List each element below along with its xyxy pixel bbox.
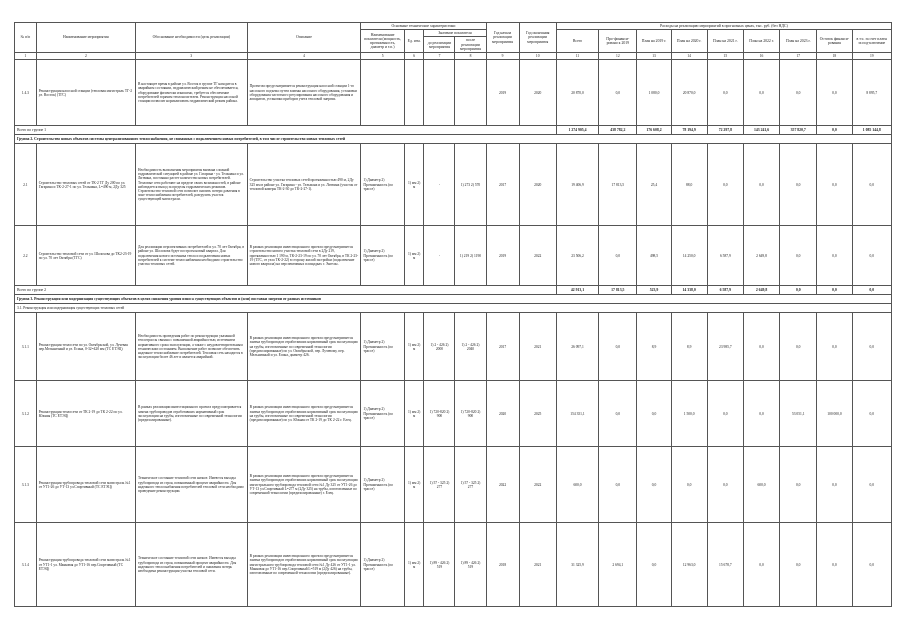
- row-tech: [361, 60, 404, 126]
- row-year-end: 2021: [519, 523, 556, 607]
- hdr-plan-2019: План на 2019 г.: [637, 30, 671, 53]
- hdr-remainder: Остаток финанси-рования: [817, 30, 852, 53]
- hdr-tech-name: Наименование показателя (мощность, протяженность, диаметр и т.п.): [361, 30, 404, 53]
- row-name: Реконструкция трубопровода тепловой сети магистраль №1 от УТ1-1 ул. Маяковая до УТ1-16 пер.Спортивный (ТС ЕТЭЦ): [36, 523, 135, 607]
- row-prefin: 0,0: [599, 447, 637, 523]
- total-prefin: 17 813,5: [599, 286, 637, 295]
- subgroup-heading: 3.1. Реконструкция или модернизация существующих тепловых сетей: [15, 304, 892, 313]
- row-before: [424, 60, 455, 126]
- row-justification: Техническое состояние тепловой сети низкое. Имеются выходы трубопровода из строя, повышенный процент аварийности. Для надежного теплоснабжения потребителей и снижения потерь необходима реконструкция участка тепловой сети.: [135, 523, 247, 607]
- row-total: 23 506,2: [556, 226, 598, 286]
- row-plan-2023: 0,0: [780, 447, 817, 523]
- table-row: [15, 381, 892, 447]
- row-total: 26 097,1: [556, 313, 598, 381]
- row-fee: 0,0: [852, 447, 892, 523]
- row-plan-2022: 2 649,8: [743, 226, 779, 286]
- group-heading-row: [15, 135, 892, 144]
- total-sum: 1 274 905,4: [556, 126, 598, 135]
- col-number: 17: [780, 53, 817, 60]
- row-plan-2021: 23 985,7: [707, 313, 743, 381]
- row-year-end: 2020: [519, 144, 556, 226]
- row-plan-2023: 0,0: [780, 144, 817, 226]
- row-plan-2023: 0,0: [780, 523, 817, 607]
- table-row: [15, 447, 892, 523]
- row-remainder: 0,0: [817, 523, 852, 607]
- row-description: В рамках реализации инвестиционного проекта предусматривается замена трубопроводов отработавших нормативный срок эксплуатации на трубы, изготовленные по современной технологии (предизолированные) по ул. Октябрьской, пер. Лучевому, пер. Мельничный и ул. Есина, диаметр 426.: [247, 313, 361, 381]
- row-tech: 1) Диаметр 2) Протяженность (по трассе): [361, 313, 404, 381]
- row-plan-2019: 1 080,0: [637, 60, 671, 126]
- total-plan-2019: 523,9: [637, 286, 671, 295]
- hdr-total: Всего: [556, 30, 598, 53]
- row-year-end: 2022: [519, 447, 556, 523]
- row-year-start: 2020: [486, 381, 519, 447]
- row-fee: 0,0: [852, 523, 892, 607]
- row-num: 1.4.3: [15, 60, 37, 126]
- row-tech: 1) Диаметр 2) Протяженность (по трассе): [361, 381, 404, 447]
- row-before: 1) 720-820 2) 900: [424, 381, 455, 447]
- subgroup-heading-row: [15, 304, 892, 313]
- col-number: 10: [519, 53, 556, 60]
- row-num: 3.1.3: [15, 447, 37, 523]
- hdr-year-end: Год окончания реализации мероприятия: [519, 23, 556, 53]
- col-number: 3: [135, 53, 247, 60]
- row-plan-2022: 600,0: [743, 447, 779, 523]
- row-year-end: 2025: [519, 381, 556, 447]
- table-row: [15, 144, 892, 226]
- hdr-justification: Обоснование необходимости (цель реализации): [135, 23, 247, 53]
- row-justification: В настоящее время в районе ул. Восток в группе ТГ находится в аварийном состоянии, гидравлический режим не обеспечивается, оборудование физически изношено, требуется обеспечение потребителей горячим теплоносителем. Реконструкция насосной станции позволит нормализовать гидравлический режим района.: [135, 60, 247, 126]
- row-total: 600,0: [556, 447, 598, 523]
- total-plan-2021: 6 587,9: [707, 286, 743, 295]
- row-unit: 1) мм 2) м: [404, 226, 424, 286]
- row-description: Проектом предусматривается реконструкция насосной станции 1-го насосного подъема путем замены насосного оборудования, установки оборудования частотного регулирования насосного оборудования и аппаратов, установки приборов учета тепловой энергии.: [247, 60, 361, 126]
- row-justification: Для реализации перспективных потребителей и ул. 70 лет Октября, в районе ул. Шолохова будет построен новый квартал. Для подключения нового источника тепла и подключения новых потребителей к системе теплоснабжения необходимо строительство участка тепловых сетей.: [135, 226, 247, 286]
- row-plan-2023: 0,0: [780, 313, 817, 381]
- row-year-start: 2022: [486, 447, 519, 523]
- row-remainder: 0,0: [817, 144, 852, 226]
- row-remainder: 0,0: [817, 60, 852, 126]
- row-fee: 0,0: [852, 313, 892, 381]
- total-remainder: 0,0: [817, 286, 852, 295]
- row-prefin: 0,0: [599, 313, 637, 381]
- row-justification: В рамках реализации инвестиционного проекта предусматривается замена трубопроводов отработавших нормативный срок эксплуатации на трубы, изготовленные по современной технологии (предизолированные).: [135, 381, 247, 447]
- row-before: 1) 57 - 325 2) 277: [424, 447, 455, 523]
- hdr-unit: Ед. изм.: [404, 30, 424, 53]
- col-number: 5: [361, 53, 404, 60]
- hdr-description: Описание: [247, 23, 361, 53]
- total-plan-2020: 78 194,9: [671, 126, 707, 135]
- col-number: 7: [424, 53, 455, 60]
- row-num: 3.1.2: [15, 381, 37, 447]
- row-plan-2021: 6 587,9: [707, 226, 743, 286]
- group-heading: Группа 2. Строительство новых объектов системы централизованного теплоснабжения, не связанных с подключением новых потребителей, в том числе строительство новых тепловых сетей: [15, 135, 892, 144]
- hdr-year-start: Год начала реализации мероприятия: [486, 23, 519, 53]
- hdr-plan-2021: План на 2021 г.: [707, 30, 743, 53]
- row-unit: 1) мм 2) м: [404, 447, 424, 523]
- row-plan-2020: 1 500,0: [671, 381, 707, 447]
- investment-table: [14, 22, 892, 607]
- row-year-start: 2017: [486, 144, 519, 226]
- hdr-plan-2022: План на 2022 г.: [743, 30, 779, 53]
- row-plan-2019: 0,0: [637, 381, 671, 447]
- row-unit: 1) мм 2) м: [404, 144, 424, 226]
- row-name: Реконструкция трубопровода тепловой сети магистраль №1 от УТ1-26 до УТ-13 ул.Спортивный (ТС ЕТЭЦ): [36, 447, 135, 523]
- hdr-name: Наименование мероприятия: [36, 23, 135, 53]
- col-number: 6: [404, 53, 424, 60]
- col-number: 13: [637, 53, 671, 60]
- row-after: 1) 720-820 2) 900: [455, 381, 486, 447]
- total-plan-2023: 357 820,7: [780, 126, 817, 135]
- row-tech: 1) Диаметр 2) Протяженность (по трассе): [361, 226, 404, 286]
- group-heading-row: [15, 295, 892, 304]
- row-before: -: [424, 226, 455, 286]
- row-name: Строительство тепловых сетей от ТК-2 ТГ Ду 200 по ул. Гагарина и ТК-2-27-1 по ул. Тельмана, L=490 м, 2Ду 325: [36, 144, 135, 226]
- col-number: 4: [247, 53, 361, 60]
- total-plan-2019: 176 608,2: [637, 126, 671, 135]
- col-number: 16: [743, 53, 779, 60]
- total-plan-2023: 0,0: [780, 286, 817, 295]
- total-label: Всего по группе 1: [15, 126, 557, 135]
- row-fee: 0,0: [852, 381, 892, 447]
- col-number: 9: [486, 53, 519, 60]
- row-justification: Необходимость выполнения мероприятия вызвана сложной гидравлической ситуацией в районе ул. Гагарина - ул. Тельмана и ул. Литвина, постоянно растет количество новых потребителей. Тепловые сети работают на пределе своих возможностей, в районе наблюдается выход за пределы гидравлических режимов. Строительство тепловой сети позволит снизить потери давления в зоне теплоснабжения потребителей, разгрузить участок существующей магистрали.: [135, 144, 247, 226]
- row-year-start: 2017: [486, 313, 519, 381]
- row-year-end: 2022: [519, 226, 556, 286]
- row-prefin: 17 813,5: [599, 144, 637, 226]
- total-row: [15, 286, 892, 295]
- col-number: 2: [36, 53, 135, 60]
- row-description: В рамках реализации инвестиционного проекта предусматривается строительство нового участка тепловой сети в 2Ду 219, протяженностью 1 190 м, ТК-2-23-19 по ул. 70 лет Октября, в ТК 2-23-19 (ТГС, от узла ТК-2-22) в сторону жилой застройки (подключение нового квартала) на перспективных площадках г. Энгельс.: [247, 226, 361, 286]
- hdr-after: после реализации мероприятия: [455, 37, 486, 53]
- row-num: 3.1.4: [15, 523, 37, 607]
- total-row: [15, 126, 892, 135]
- col-number: 8: [455, 53, 486, 60]
- row-remainder: 0,0: [817, 226, 852, 286]
- hdr-num: № п/п: [15, 23, 37, 53]
- hdr-values-group: Значение показателя: [424, 30, 486, 37]
- group-heading: Группа 3. Реконструкция или модернизация существующих объектов в целях снижения уровня износа существующих объектов и (или) поставки энергии от разных источников: [15, 295, 892, 304]
- row-name: Реконструкция теплосети по ул. Октябрьской, ул. Лучевая пер.Мельничный и ул. Есина, 0-32=420 мм (ТС ЕТЭЦ): [36, 313, 135, 381]
- row-tech: 1) Диаметр 2) Протяженность (по трассе): [361, 447, 404, 523]
- row-plan-2020: 14 250,0: [671, 226, 707, 286]
- row-prefin: 0,0: [599, 226, 637, 286]
- col-number: 19: [852, 53, 892, 60]
- row-unit: 1) мм 2) м: [404, 381, 424, 447]
- row-unit: 1) мм 2) м: [404, 523, 424, 607]
- row-description: В рамках реализации инвестиционного проекта предусматривается замена трубопроводов отработавших нормативный срок эксплуатации на трубы, изготовленные по современной технологии (предизолированные) по ул. Южная от ТК 2-19 до ТК 2-22 г. Елец.: [247, 381, 361, 447]
- total-plan-2022: 2 649,8: [743, 286, 779, 295]
- table-row: [15, 60, 892, 126]
- col-number: 18: [817, 53, 852, 60]
- hdr-before: до реализации мероприятия: [424, 37, 455, 53]
- col-number: 15: [707, 53, 743, 60]
- row-after: 1) 219 2) 1190: [455, 226, 486, 286]
- row-plan-2020: 88,0: [671, 144, 707, 226]
- row-after: 1) 2 - 426 2) 2040: [455, 313, 486, 381]
- row-after: 1) 89 - 426 2) 519: [455, 523, 486, 607]
- row-plan-2020: 8,9: [671, 313, 707, 381]
- row-remainder: 0,0: [817, 447, 852, 523]
- row-plan-2020: 12 963,0: [671, 523, 707, 607]
- hdr-prefin: Про-финанси-ровано к 2019: [599, 30, 637, 53]
- row-year-start: 2019: [486, 60, 519, 126]
- row-plan-2023: 0,0: [780, 226, 817, 286]
- row-num: 3.1.1: [15, 313, 37, 381]
- row-before: 1) 2 - 426 2) 2000: [424, 313, 455, 381]
- hdr-plan-2020: План на 2020 г.: [671, 30, 707, 53]
- row-fee: 0,0: [852, 226, 892, 286]
- row-before: 1) 89 - 426 2) 519: [424, 523, 455, 607]
- row-unit: [404, 60, 424, 126]
- hdr-costs-group: Расходы на реализацию мероприятий в прогнозных ценах, тыс. руб. (без НДС): [556, 23, 891, 30]
- row-remainder: 100 000,0: [817, 381, 852, 447]
- row-plan-2020: 0,0: [671, 447, 707, 523]
- row-prefin: 2 694,1: [599, 523, 637, 607]
- row-num: 2.2: [15, 226, 37, 286]
- row-after: 1) 273 2) 570: [455, 144, 486, 226]
- row-after: 1) 57 - 325 2) 277: [455, 447, 486, 523]
- row-fee: 8 895,7: [852, 60, 892, 126]
- total-sum: 42 913,1: [556, 286, 598, 295]
- row-total: 154 351,1: [556, 381, 598, 447]
- row-total: 20 870,0: [556, 60, 598, 126]
- row-total: 19 406,9: [556, 144, 598, 226]
- row-total: 31 325,9: [556, 523, 598, 607]
- row-prefin: 0,0: [599, 60, 637, 126]
- row-name: Реконструкция насосной станции (тепловая магистраль ТГ-2 ул. Восток) (ТГС): [36, 60, 135, 126]
- row-fee: 0,0: [852, 144, 892, 226]
- row-plan-2019: 8,9: [637, 313, 671, 381]
- table-row: [15, 313, 892, 381]
- row-num: 2.1: [15, 144, 37, 226]
- row-unit: 1) мм 2) м: [404, 313, 424, 381]
- total-remainder: 0,0: [817, 126, 852, 135]
- total-plan-2022: 143 241,6: [743, 126, 779, 135]
- row-plan-2019: 0,0: [637, 523, 671, 607]
- row-plan-2021: 0,0: [707, 144, 743, 226]
- hdr-fee: в т.ч. за счет платы за под-ключение: [852, 30, 892, 53]
- col-number: 12: [599, 53, 637, 60]
- row-description: В рамках реализации инвестиционного проекта предусматривается замена трубопроводов отработавших нормативный срок эксплуатации магистрального трубопровода тепловой сети №1 Ду 325 от УТ1-26 до УТ-13 ул.Спортивный L=277 м (2Ду 325) на трубы, изготовленные по современной технологии (предизолированные) г. Елец.: [247, 447, 361, 523]
- row-tech: 1) Диаметр 2) Протяженность (по трассе): [361, 144, 404, 226]
- row-year-start: 2018: [486, 523, 519, 607]
- total-label: Всего по группе 2: [15, 286, 557, 295]
- total-fee: 1 085 144,8: [852, 126, 892, 135]
- total-plan-2021: 72 297,8: [707, 126, 743, 135]
- row-year-end: 2020: [519, 60, 556, 126]
- column-numbers-row: [15, 53, 892, 60]
- row-plan-2020: 20 870,0: [671, 60, 707, 126]
- row-plan-2021: 0,0: [707, 60, 743, 126]
- total-fee: 0,0: [852, 286, 892, 295]
- row-justification: Необходимость проведения работ по реконструкции указанной теплотрассы связана с повышенной аварийностью, истечением нормативного срока эксплуатации, а также с неудовлетворительным техническим состоянием. Выполнение работ позволит обеспечить надежное теплоснабжение потребителей. Тепловая сеть находится в эксплуатации более 46 лет и является аварийной.: [135, 313, 247, 381]
- hdr-plan-2023: План на 2023 г.: [780, 30, 817, 53]
- row-plan-2023: 0,0: [780, 60, 817, 126]
- row-plan-2022: 0,0: [743, 60, 779, 126]
- row-justification: Техническое состояние тепловой сети низкое. Имеются выходы трубопровода из строя, повышенный процент аварийности. Для надежного теплоснабжения потребителей тепловой сети необходимо проведение реконструкции.: [135, 447, 247, 523]
- row-plan-2022: 0,0: [743, 144, 779, 226]
- total-prefin: 438 782,2: [599, 126, 637, 135]
- col-number: 14: [671, 53, 707, 60]
- row-year-end: 2021: [519, 313, 556, 381]
- row-name: Строительство тепловой сети от ул. Шолохова до ТК2-23-19 по ул. 70 лет Октября (ТГС): [36, 226, 135, 286]
- col-number: 11: [556, 53, 598, 60]
- row-plan-2021: 15 678,7: [707, 523, 743, 607]
- row-plan-2019: 0,0: [637, 447, 671, 523]
- hdr-tech-group: Основные технические характеристики: [361, 23, 486, 30]
- row-plan-2019: 25,4: [637, 144, 671, 226]
- document-page: [14, 22, 892, 607]
- col-number: 1: [15, 53, 37, 60]
- row-plan-2022: 0,0: [743, 313, 779, 381]
- total-plan-2020: 14 338,0: [671, 286, 707, 295]
- row-description: Строительство участка тепловых сетей протяженностью 490 м, 2Ду 325 мм в районе ул. Гагарина - ул. Тельмана и ул. Литвина (участок от тепловой камеры ТК-2-30 до ТК-2-27-1).: [247, 144, 361, 226]
- table-row: [15, 523, 892, 607]
- row-tech: 1) Диаметр 2) Протяженность (по трассе): [361, 523, 404, 607]
- row-year-start: 2019: [486, 226, 519, 286]
- row-prefin: 0,0: [599, 381, 637, 447]
- row-plan-2021: 0,0: [707, 447, 743, 523]
- row-plan-2022: 0,0: [743, 523, 779, 607]
- row-remainder: 0,0: [817, 313, 852, 381]
- row-plan-2022: 0,0: [743, 381, 779, 447]
- row-plan-2023: 53 051,1: [780, 381, 817, 447]
- row-name: Реконструкция теплосети от ТК 2-19 до ТК 2-22 по ул. Южная (ТС ЕТЭЦ): [36, 381, 135, 447]
- row-plan-2019: 498,5: [637, 226, 671, 286]
- row-plan-2021: 0,0: [707, 381, 743, 447]
- row-description: В рамках реализации инвестиционного проекта предусматривается замена трубопроводов отработавших нормативный срок эксплуатации магистрального трубопровода тепловой сети №1 Ду 426 от УТ1-1 ул. Маяковая до УТ1-16 пер.Спортивный L=519 м (2Ду 426) на трубы, изготовленные по современной технологии (предизолированные).: [247, 523, 361, 607]
- table-row: [15, 226, 892, 286]
- row-after: [455, 60, 486, 126]
- row-before: -: [424, 144, 455, 226]
